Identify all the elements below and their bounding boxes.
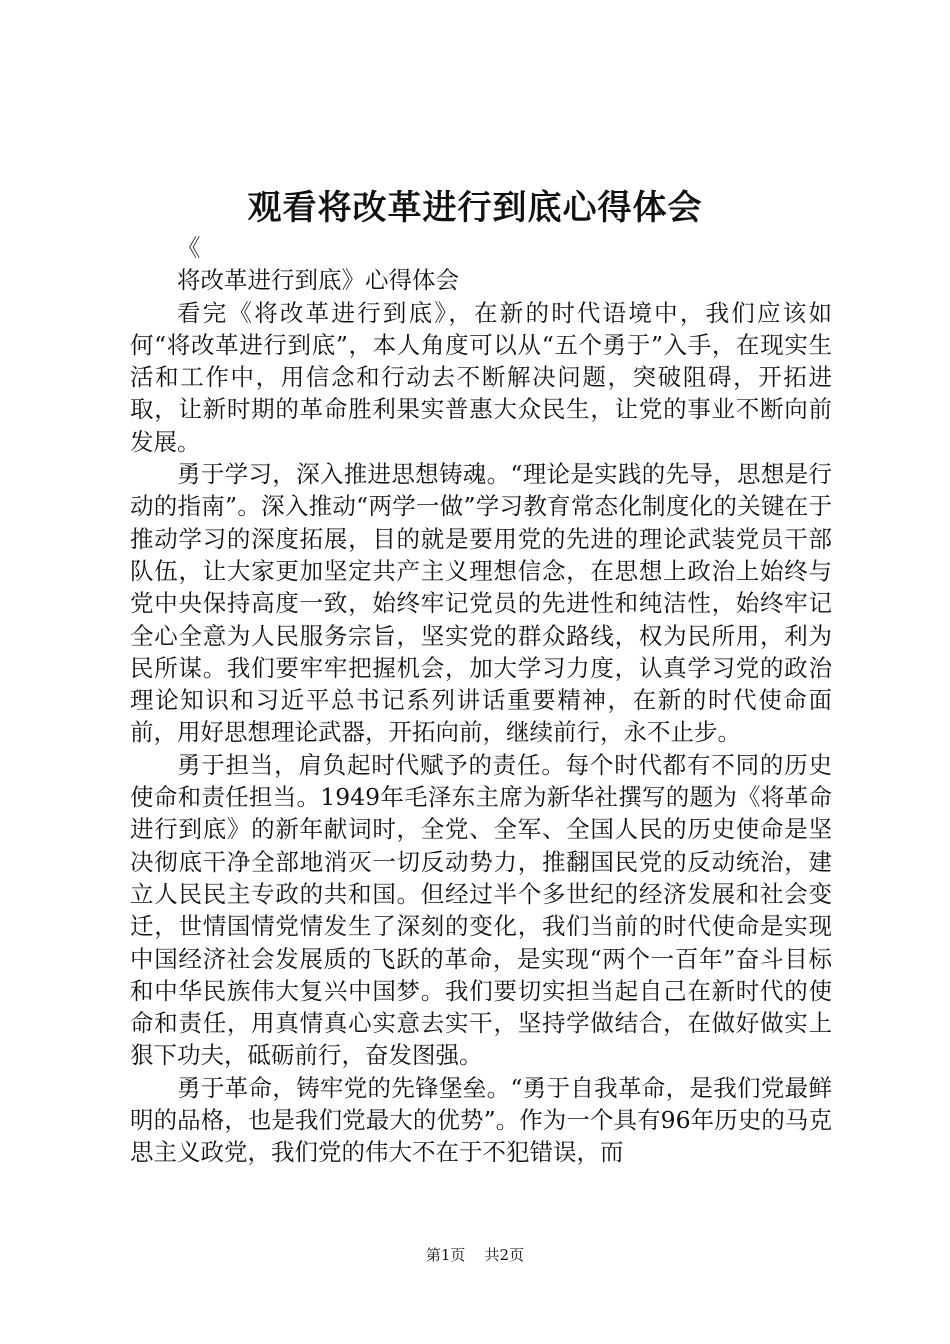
paragraph-4: 勇于学习，深入推进思想铸魂。“理论是实践的先导，思想是行动的指南”。深入推动“两学一做”学习教育常态化制度化的关键在于推动学习的深度拓展，目的就是要用党的先进的理论武装党员干部队伍，让大家更加坚定共产主义理想信念，在思想上政治上始终与党中央保持高度一致，始终牢记党员的先进性和纯洁性，始终牢记全心全意为人民服务宗旨，坚实党的群众路线，权为民所用，利为民所谋。我们要牢牢把握机会，加大学习力度，认真学习党的政治理论知识和习近平总书记系列讲话重要精神，在新的时代使命面前，用好思想理论武器，开拓向前，继续前行，永不止步。 [130,460,832,747]
total-pages: 共2页 [484,1246,525,1264]
paragraph-1: 《 [177,234,201,262]
paragraph-6: 勇于革命，铸牢党的先锋堡垒。“勇于自我革命，是我们党最鲜明的品格，也是我们党最大的优势”。作为一个具有96年历史的马克思主义政党，我们党的伟大不在于不犯错误，而 [130,1073,832,1167]
paragraph-3: 看完《将改革进行到底》，在新的时代语境中，我们应该如何“将改革进行到底”，本人角度可以从“五个勇于”入手，在现实生活和工作中，用信念和行动去不断解决问题，突破阻碍，开拓进取，让新时期的革命胜利果实普惠大众民生，让党的事业不断向前发展。 [130,298,832,456]
page-footer [0,1244,950,1266]
paragraph-5: 勇于担当，肩负起时代赋予的责任。每个时代都有不同的历史使命和责任担当。1949年毛泽东主席为新华社撰写的题为《将革命进行到底》的新年献词时，全党、全军、全国人民的历史使命是坚决彻底干净全部地消灭一切反动势力，推翻国民党的反动统治，建立人民民主专政的共和国。但经过半个多世纪的经济发展和社会变迁，世情国情党情发生了深刻的变化，我们当前的时代使命是实现中国经济社会发展质的飞跃的革命，是实现“两个一百年”奋斗目标和中华民族伟大复兴中国梦。我们要切实担当起自己在新时代的使命和责任，用真情真心实意去实干，坚持学做结合，在做好做实上狠下功夫，砥砺前行，奋发图强。 [130,750,832,1070]
footer-spacer [470,1246,480,1264]
paragraph-2: 将改革进行到底》心得体会 [177,266,459,295]
document-title: 观看将改革进行到底心得体会 [247,188,703,228]
document-body [130,232,832,1169]
page-number: 第1页 [425,1246,466,1264]
